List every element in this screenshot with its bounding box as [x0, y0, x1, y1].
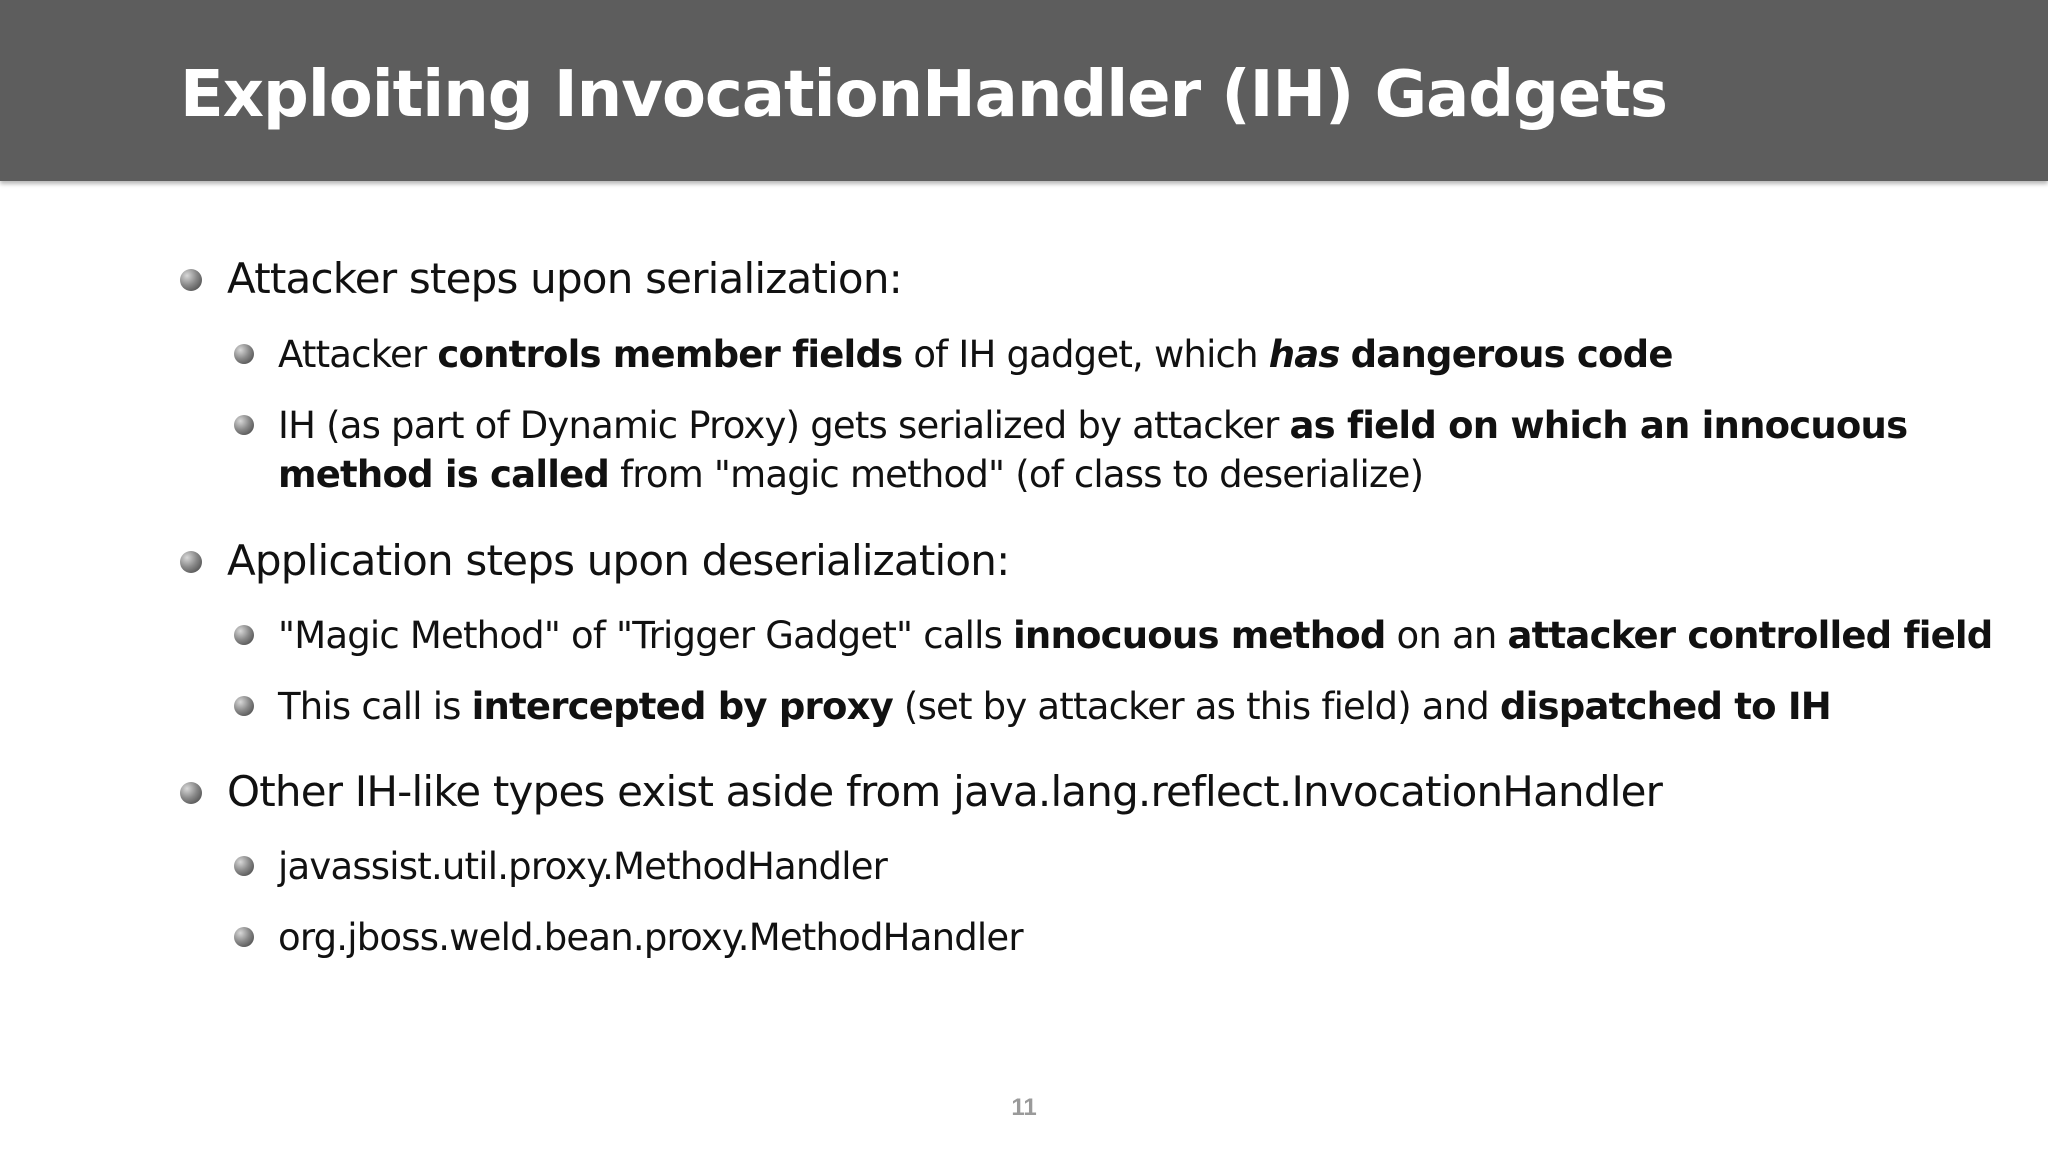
bullet-icon: [234, 344, 254, 364]
text-run: (set by attacker as this field) and: [892, 685, 1500, 728]
text-run: IH (as part of Dynamic Proxy) gets serialized by attacker: [278, 404, 1290, 447]
sub-bullet-text: [278, 685, 1831, 728]
bullet-icon: [180, 782, 202, 804]
sub-bullet-item: [278, 611, 1992, 660]
bullet-icon: [234, 625, 254, 645]
bullet-icon: [234, 696, 254, 716]
bullet-icon: [180, 551, 202, 573]
sub-bullet-item: [278, 401, 1907, 499]
bullet-text: Application steps upon deserialization:: [227, 536, 1010, 585]
sub-bullet-item: [278, 682, 1831, 731]
bullet-item: [227, 768, 1662, 816]
text-run: This call is: [278, 685, 472, 728]
bullet-text: Other IH-like types exist aside from java.lang.reflect.InvocationHandler: [227, 767, 1663, 816]
bullet-item: [227, 255, 902, 303]
bold-text-run: dangerous code: [1350, 333, 1673, 376]
bold-text-run: innocuous method: [1013, 614, 1386, 657]
sub-bullet-item: [278, 913, 1023, 962]
sub-bullet-text: [278, 845, 887, 888]
bullet-icon: [234, 927, 254, 947]
bullet-icon: [234, 415, 254, 435]
page-number: 11: [1011, 1094, 1037, 1121]
bold-text-run: intercepted by proxy: [471, 685, 893, 728]
bullet-text: Attacker steps upon serialization:: [227, 254, 902, 303]
bold-text-run: dispatched to IH: [1499, 685, 1831, 728]
bold-text-run: controls member fields: [437, 333, 903, 376]
sub-bullet-text: [278, 916, 1023, 959]
bold-text-run: as field on which an innocuous: [1289, 404, 1908, 447]
sub-bullet-text: [278, 614, 1992, 657]
text-run: of IH gadget, which: [902, 333, 1269, 376]
bullet-icon: [180, 269, 202, 291]
text-run: javassist.util.proxy.MethodHandler: [278, 845, 888, 888]
sub-bullet-text: [278, 333, 1673, 376]
slide-title: Exploiting InvocationHandler (IH) Gadgets: [180, 58, 1667, 132]
text-run: [1340, 333, 1351, 376]
text-run: Attacker: [278, 333, 438, 376]
text-run: "Magic Method" of "Trigger Gadget" calls: [278, 614, 1014, 657]
sub-bullet-item: [278, 330, 1673, 379]
bold-text-run: attacker controlled field: [1507, 614, 1993, 657]
text-run: from "magic method" (of class to deserialize): [609, 453, 1424, 496]
sub-bullet-item: [278, 842, 887, 891]
bullet-item: [227, 537, 1009, 585]
sub-bullet-text-line-2: [278, 453, 1423, 496]
text-run: on an: [1385, 614, 1508, 657]
bullet-icon: [234, 856, 254, 876]
bold-text-run: has: [1268, 333, 1340, 376]
sub-bullet-text-line-1: [278, 404, 1907, 447]
text-run: org.jboss.weld.bean.proxy.MethodHandler: [278, 916, 1023, 959]
bold-text-run: method is called: [278, 453, 610, 496]
